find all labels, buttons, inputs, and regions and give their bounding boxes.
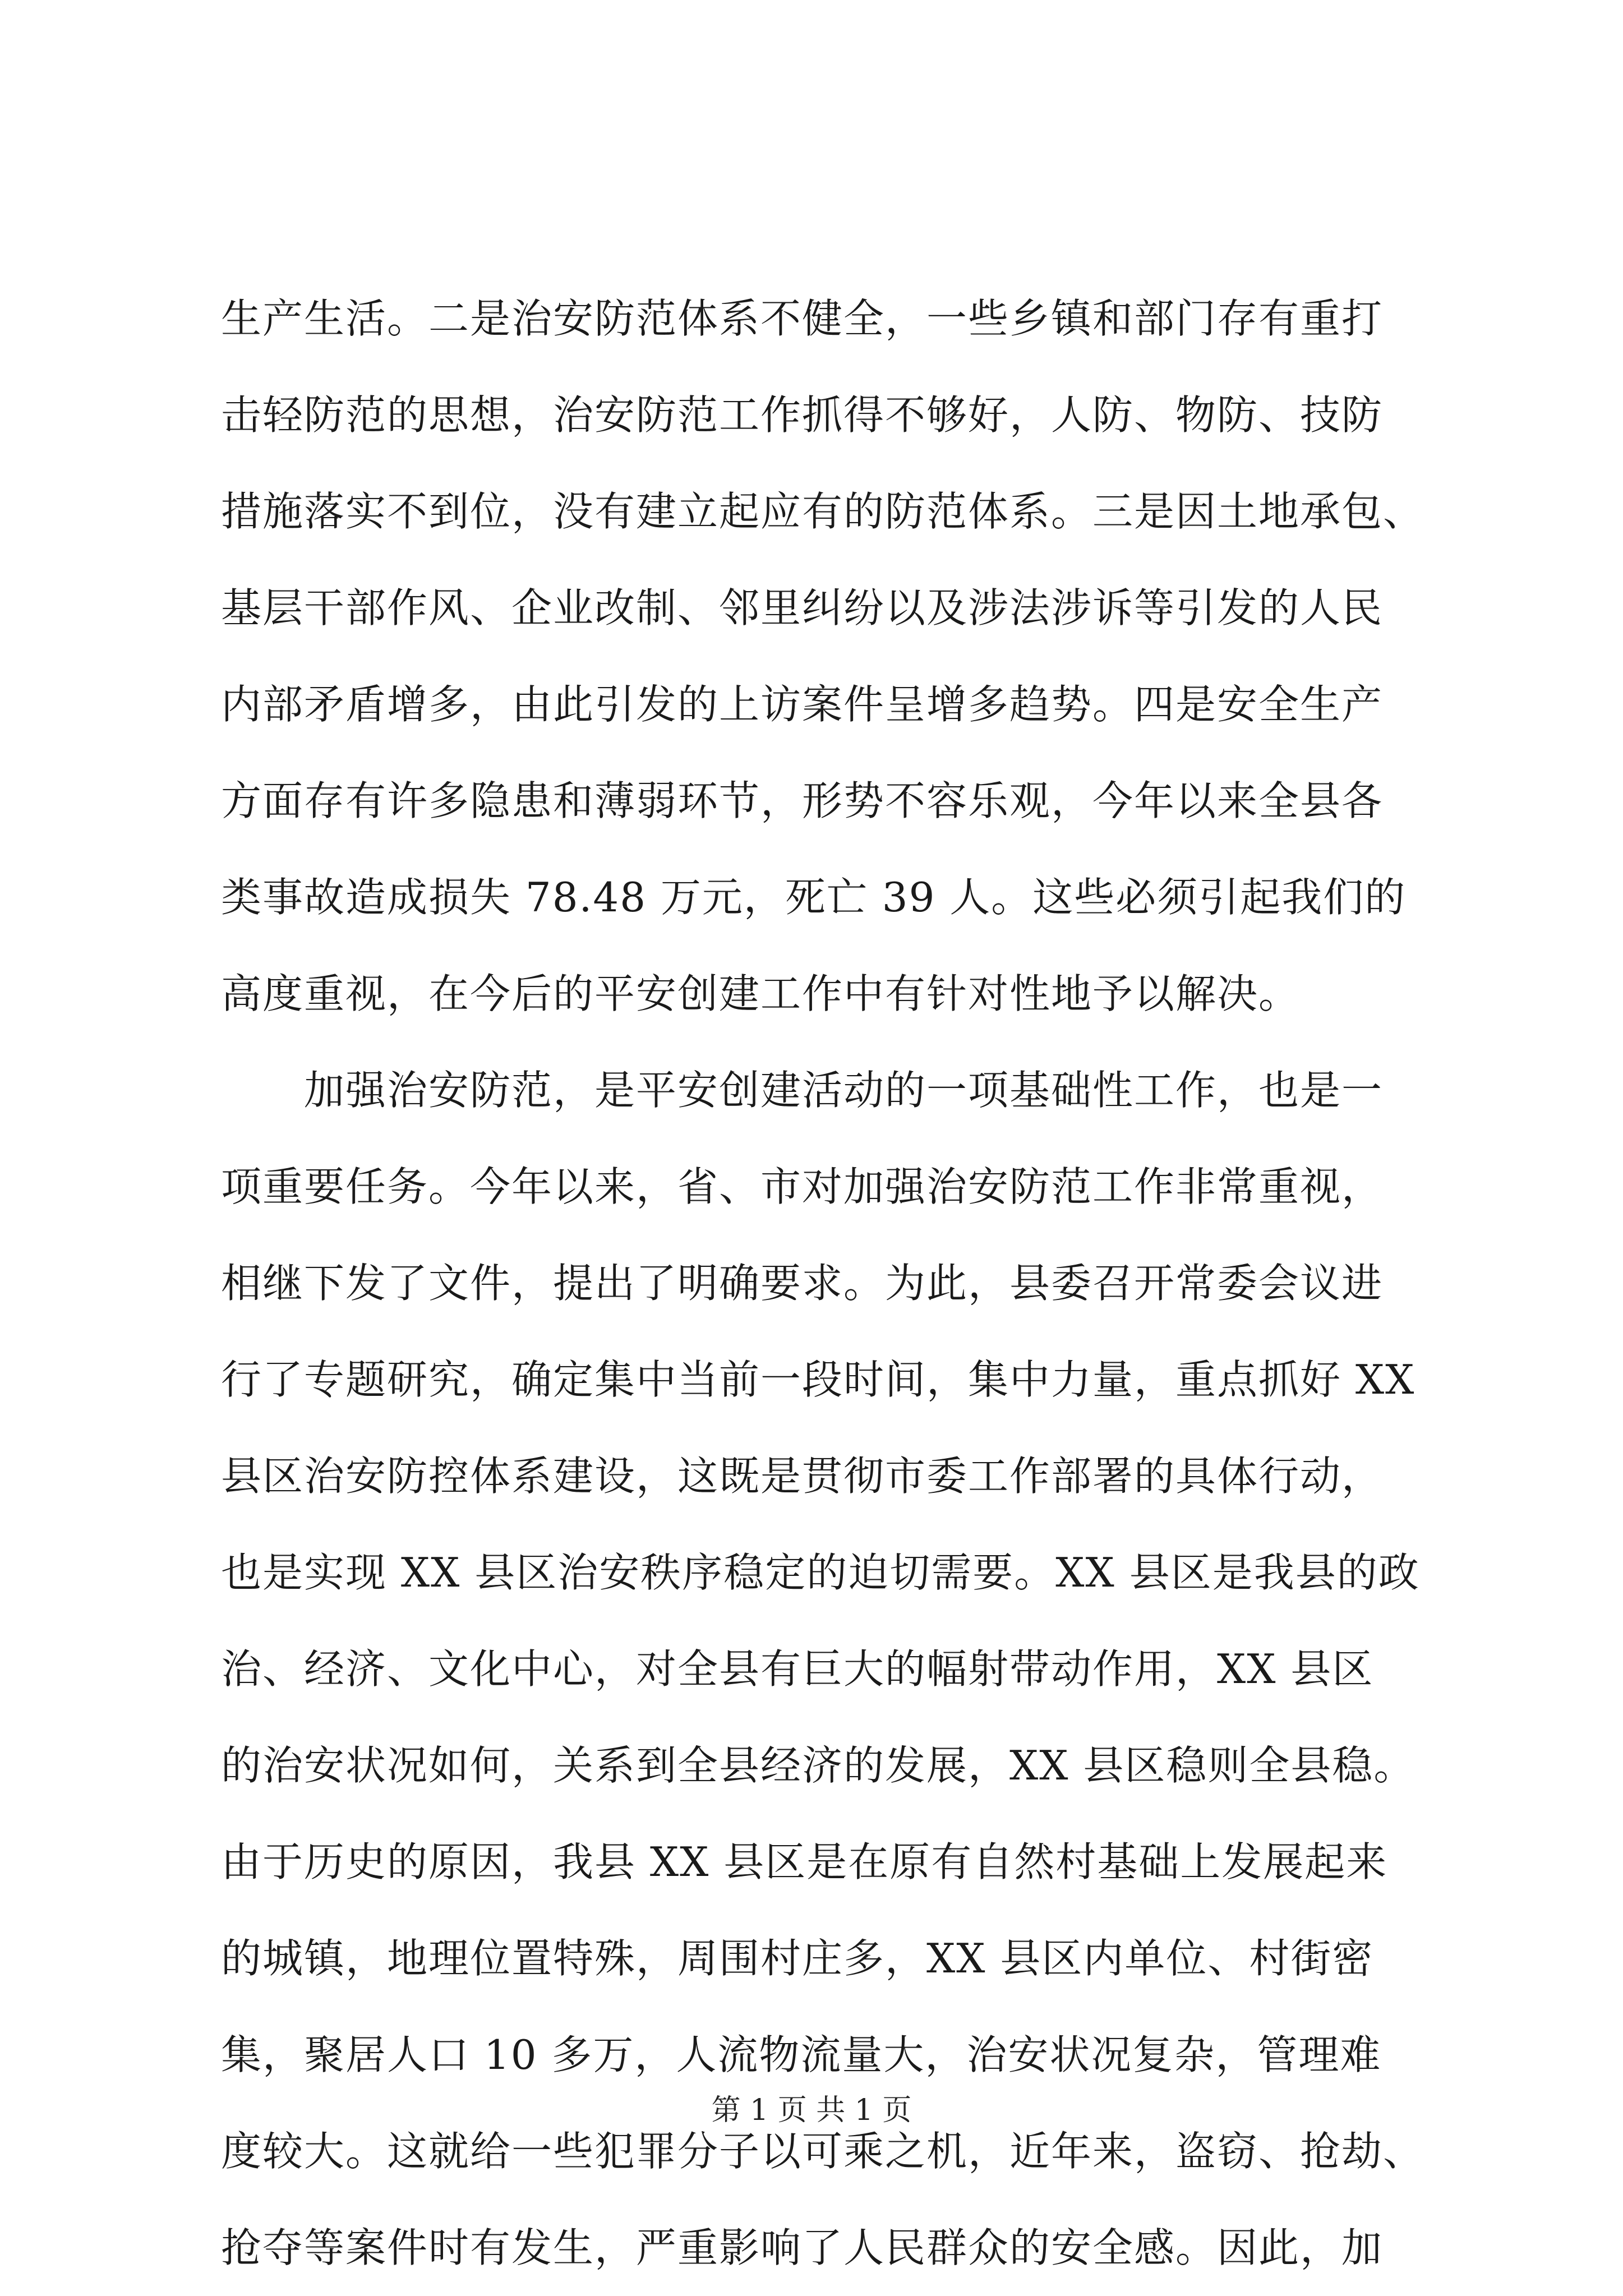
body-text xyxy=(221,270,1425,2296)
paragraph-start-line: 加强治安防范，是平安创建活动的一项基础性工作，也是一 xyxy=(221,1067,1384,1114)
text-line: 措施落实不到位，没有建立起应有的防范体系。三是因土地承包、 xyxy=(221,488,1425,535)
text-line: 的城镇，地理位置特殊，周围村庄多，XX 县区内单位、村街密 xyxy=(221,1935,1374,1982)
text-line: 由于历史的原因，我县 XX 县区是在原有自然村基础上发展起来 xyxy=(221,1838,1388,1885)
text-line: 行了专题研究，确定集中当前一段时间，集中力量，重点抓好 XX xyxy=(221,1356,1415,1403)
text-line: 治、经济、文化中心，对全县有巨大的幅射带动作用，XX 县区 xyxy=(221,1645,1374,1693)
text-line: 基层干部作风、企业改制、邻里纠纷以及涉法涉诉等引发的人民 xyxy=(221,584,1384,631)
text-line: 击轻防范的思想，治安防范工作抓得不够好，人防、物防、技防 xyxy=(221,391,1384,439)
text-line: 高度重视，在今后的平安创建工作中有针对性地予以解决。 xyxy=(221,970,1301,1017)
text-line: 类事故造成损失 78.48 万元，死亡 39 人。这些必须引起我们的 xyxy=(221,874,1407,921)
text-line: 内部矛盾增多，由此引发的上访案件呈增多趋势。四是安全生产 xyxy=(221,681,1384,728)
text-line: 抢夺等案件时有发生，严重影响了人民群众的安全感。因此，加 xyxy=(221,2224,1384,2271)
text-line: 项重要任务。今年以来，省、市对加强治安防范工作非常重视， xyxy=(221,1163,1384,1210)
text-line: 度较大。这就给一些犯罪分子以可乘之机，近年来，盗窃、抢劫、 xyxy=(221,2128,1425,2175)
text-line: 县区治安防控体系建设，这既是贯彻市委工作部署的具体行动， xyxy=(221,1453,1384,1500)
text-line: 相继下发了文件，提出了明确要求。为此，县委召开常委会议进 xyxy=(221,1260,1384,1307)
text-line: 也是实现 XX 县区治安秩序稳定的迫切需要。XX 县区是我县的政 xyxy=(221,1549,1420,1596)
text-line: 生产生活。二是治安防范体系不健全，一些乡镇和部门存有重打 xyxy=(221,295,1384,342)
text-line: 方面存有许多隐患和薄弱环节，形势不容乐观，今年以来全县各 xyxy=(221,777,1384,824)
text-line: 集，聚居人口 10 多万，人流物流量大，治安状况复杂，管理难 xyxy=(221,2031,1382,2078)
page-footer: 第 1 页 共 1 页 xyxy=(711,2094,912,2127)
text-line: 的治安状况如何，关系到全县经济的发展，XX 县区稳则全县稳。 xyxy=(221,1742,1415,1789)
